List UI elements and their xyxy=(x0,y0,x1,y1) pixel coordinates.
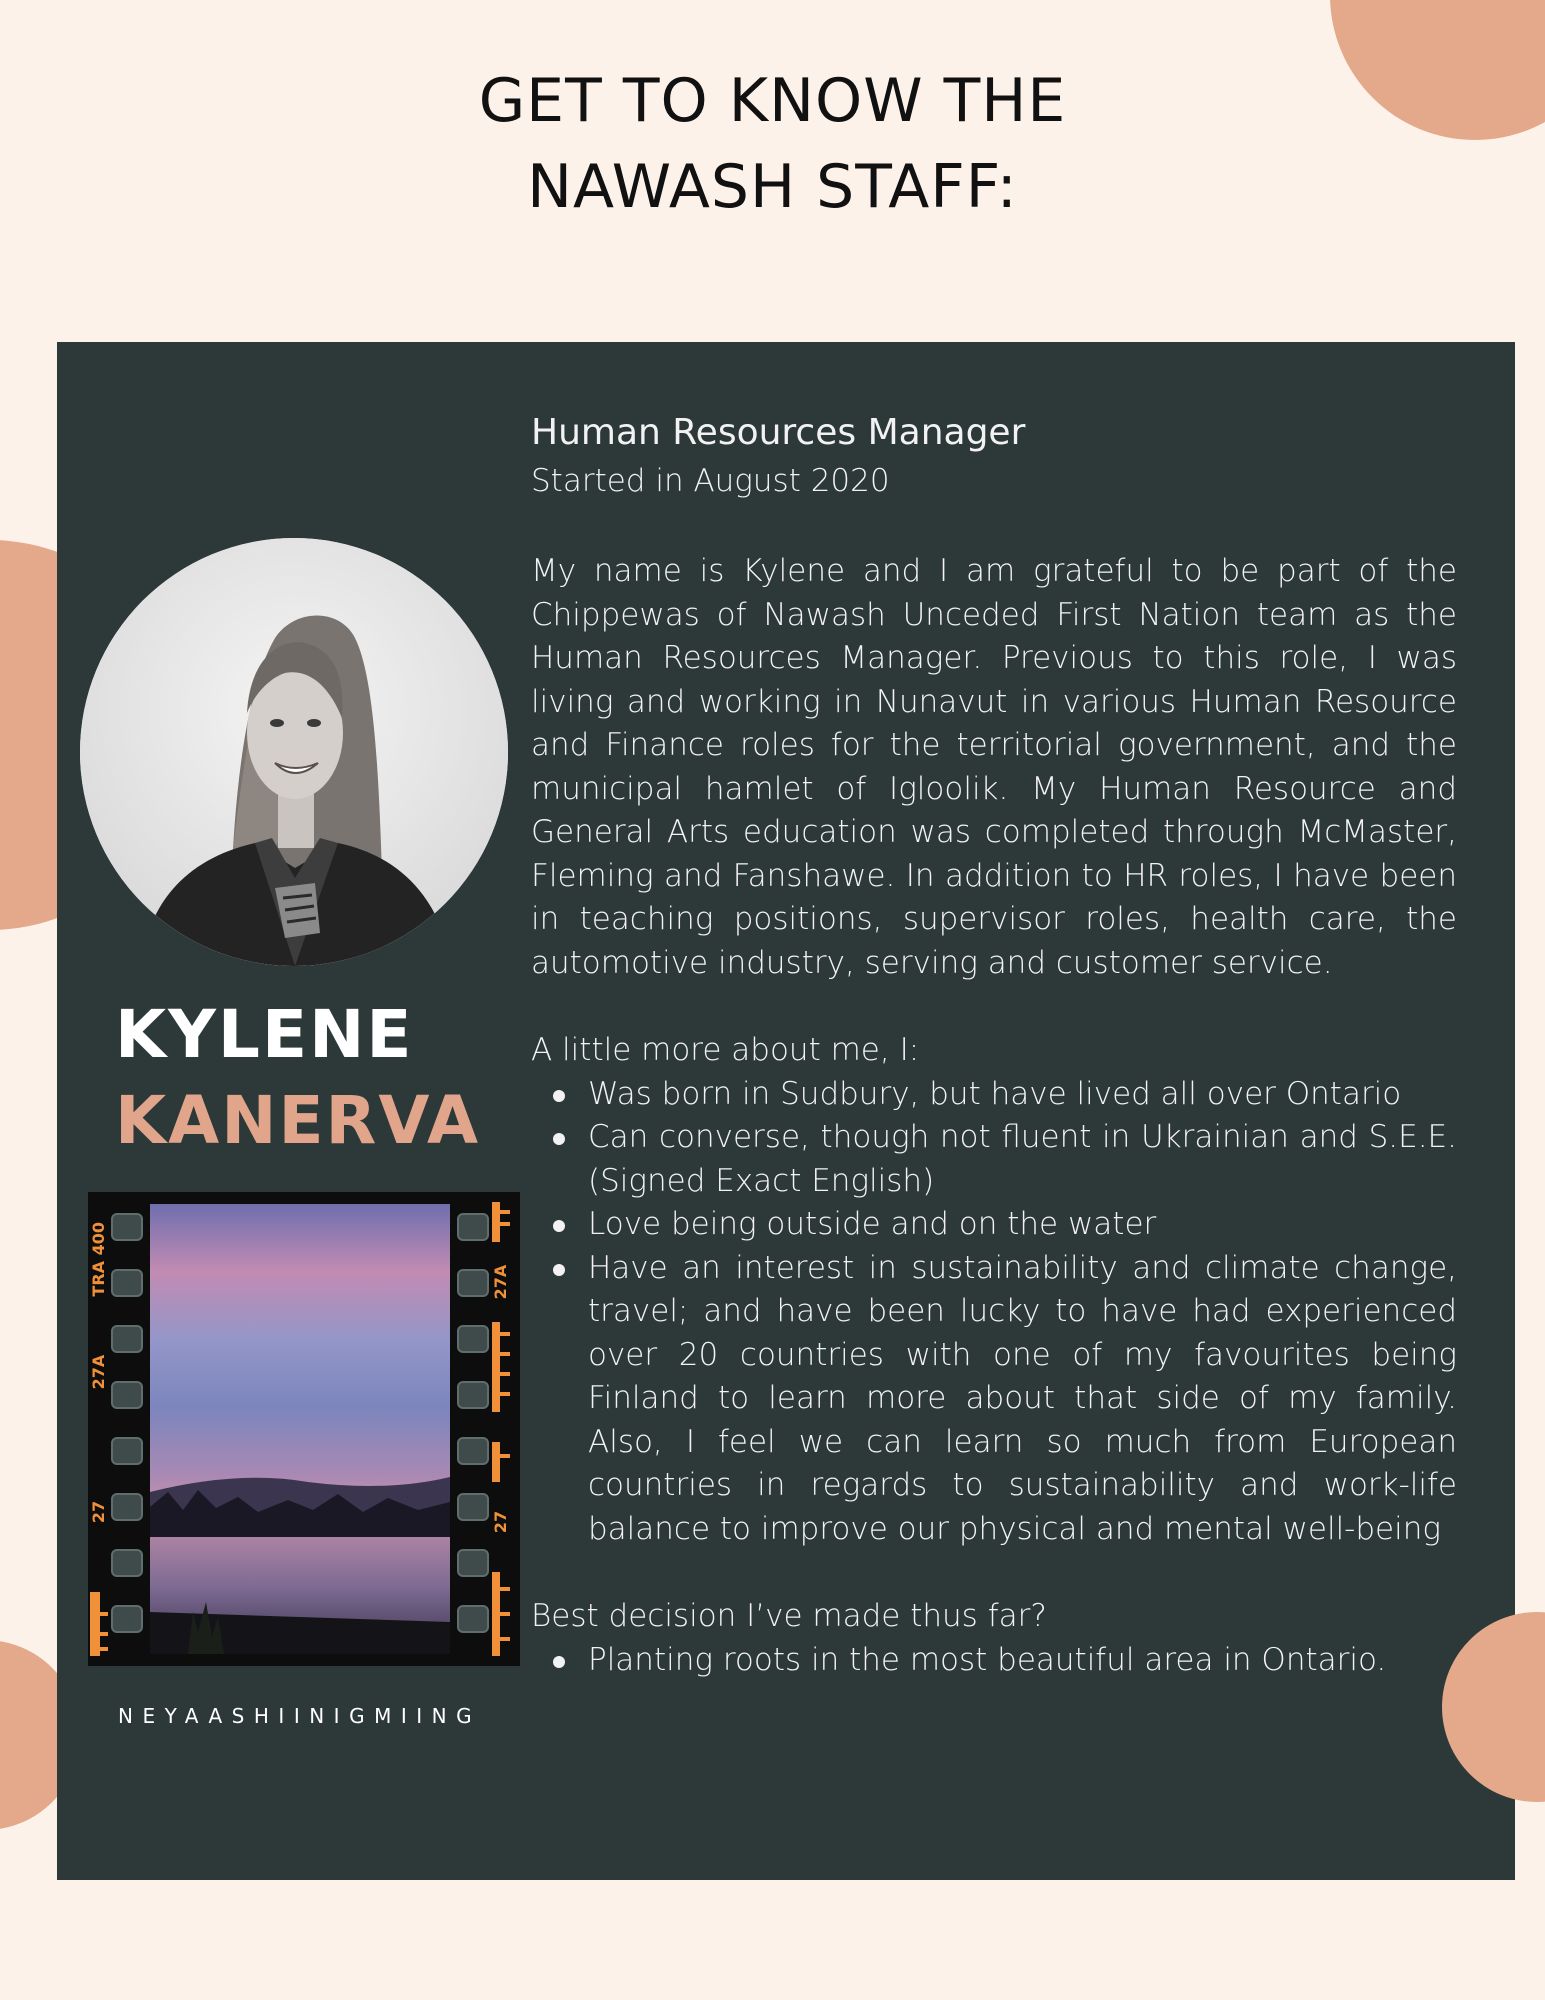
decision-list xyxy=(531,1639,1457,1683)
about-list-item: Was born in Sudbury, but have lived all over Ontario xyxy=(588,1073,1457,1117)
lake-sunset-film-image xyxy=(88,1192,520,1666)
about-list xyxy=(531,1073,1457,1552)
about-list-item: Have an interest in sustainability and climate change, travel; and have been lucky to have had experienced over 20 countries with one of my favourites being Finland to learn more about that side of my family. Also, I feel we can learn so much from European countries in regards to sustainability and work-life balance to improve our physical and mental well-being xyxy=(588,1247,1457,1552)
film-label-27-left: 27 xyxy=(89,1500,108,1524)
page-title-line-1: GET TO KNOW THE xyxy=(478,66,1067,136)
portrait-photo xyxy=(80,538,508,966)
last-name: KANERVA xyxy=(115,1082,481,1159)
film-label-tra400: TRA 400 xyxy=(89,1222,108,1297)
start-date: Started in August 2020 xyxy=(531,463,890,499)
film-label-27-right: 27 xyxy=(491,1510,510,1534)
job-title: Human Resources Manager xyxy=(531,412,1026,453)
first-name: KYLENE xyxy=(115,996,414,1073)
film-strip-photo xyxy=(88,1192,520,1666)
portrait-image xyxy=(80,538,508,966)
page-title xyxy=(0,58,1545,230)
about-list-item: Can converse, though not fluent in Ukrainian and S.E.E. (Signed Exact English) xyxy=(588,1116,1457,1203)
page-title-line-2: NAWASH STAFF: xyxy=(527,152,1018,222)
profile-text-column xyxy=(531,408,1457,1682)
bio-paragraph: My name is Kylene and I am grateful to be part of the Chippewas of Nawash Unceded First Nation team as the Human Resources Manager. Previous to this role, I was living and working in Nunavut in various Human Resource and Finance roles for the territorial government, and the municipal hamlet of Igloolik. My Human Resource and General Arts education was completed through McMaster, Fleming and Fanshawe. In addition to HR roles, I have been in teaching positions, supervisor roles, health care, the automotive industry, serving and customer service. xyxy=(531,553,1457,981)
decision-list-item: Planting roots in the most beautiful area in Ontario. xyxy=(588,1639,1457,1683)
about-list-item: Love being outside and on the water xyxy=(588,1203,1457,1247)
film-label-27a-right: 27A xyxy=(491,1264,510,1300)
community-name: NEYAASHIINIGMIING xyxy=(118,1704,482,1728)
decision-heading: Best decision I’ve made thus far? xyxy=(531,1598,1047,1634)
film-label-27a-left: 27A xyxy=(89,1354,108,1390)
about-heading: A little more about me, I: xyxy=(531,1032,920,1068)
